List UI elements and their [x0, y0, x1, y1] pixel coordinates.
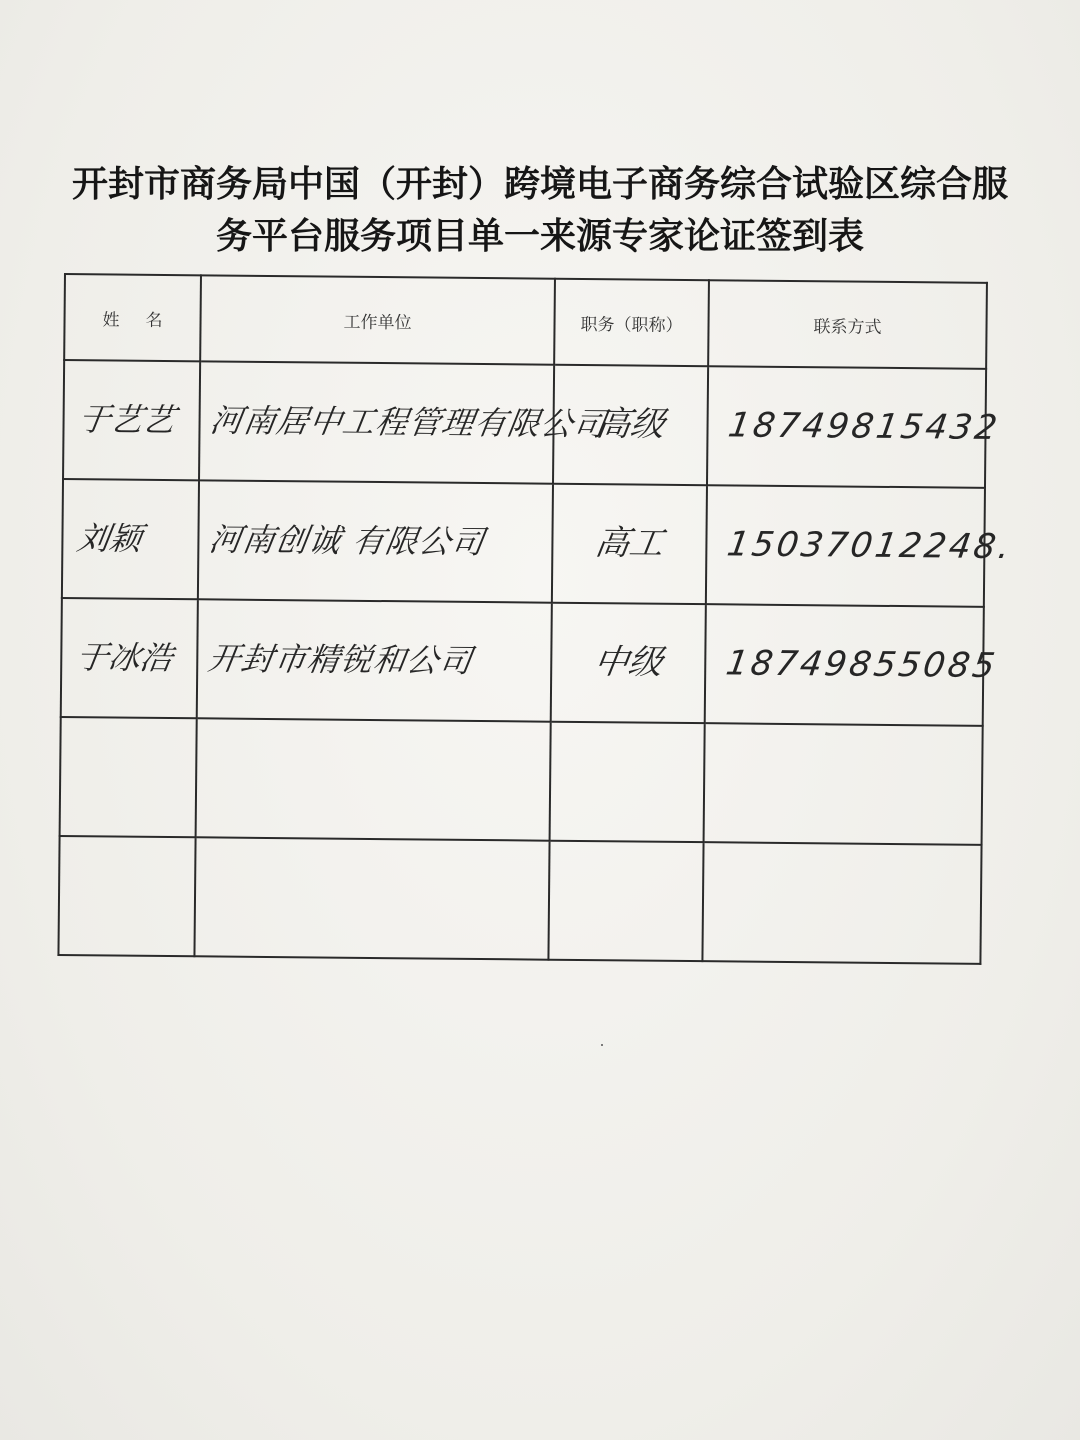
cell-position [551, 603, 706, 723]
table-header-row [64, 274, 987, 369]
document-title-line-1: 开封市商务局中国（开封）跨境电子商务综合试验区综合服 [71, 163, 1008, 205]
table-row [63, 360, 986, 488]
handwritten-position [551, 781, 703, 782]
handwritten-workplace: 开封市精锐和公司 [205, 639, 476, 680]
handwritten-workplace: 河南创诚 有限公司 [206, 520, 488, 562]
cell-name [62, 479, 199, 599]
cell-workplace [199, 361, 610, 483]
handwritten-name [61, 776, 195, 777]
header-name: 姓名 [64, 274, 201, 361]
handwritten-position: 高级 [593, 404, 668, 445]
cell-workplace [197, 599, 552, 721]
sign-in-table [57, 273, 1016, 965]
cell-position [553, 365, 708, 485]
cell-name [63, 360, 200, 480]
cell-name [58, 836, 195, 956]
cell-workplace [198, 480, 553, 602]
header-workplace: 工作单位 [200, 275, 555, 364]
cell-contact [702, 842, 981, 964]
cell-contact [704, 723, 983, 845]
handwritten-name [60, 895, 194, 896]
cell-contact [707, 366, 1003, 488]
cell-position [552, 484, 707, 604]
cell-position [548, 841, 703, 961]
cell-contact [706, 485, 1016, 607]
header-contact: 联系方式 [708, 280, 987, 369]
cell-contact [705, 604, 1001, 726]
handwritten-name: 刘颖 [74, 519, 145, 558]
sign-in-sheet [57, 273, 1016, 962]
handwritten-name: 于艺艺 [75, 400, 178, 440]
paper-speck [601, 1044, 603, 1046]
handwritten-contact: 18749855085 [723, 643, 1001, 686]
document-title-line-2: 务平台服务项目单一来源专家论证签到表 [215, 215, 864, 257]
handwritten-position: 高工 [592, 523, 667, 564]
cell-workplace [194, 837, 549, 959]
handwritten-workplace [197, 778, 549, 781]
handwritten-contact: 18749815432 [725, 405, 1003, 448]
cell-position [550, 722, 705, 842]
handwritten-position: 中级 [591, 642, 666, 683]
cell-workplace [196, 718, 551, 840]
handwritten-workplace: 河南居中工程管理有限公司 [207, 401, 610, 444]
handwritten-workplace [196, 897, 548, 900]
table-row [60, 717, 983, 845]
cell-name [61, 598, 198, 718]
handwritten-position [550, 900, 702, 901]
table-row [61, 598, 984, 726]
handwritten-contact [705, 783, 981, 786]
table-row [62, 479, 985, 607]
handwritten-name: 于冰浩 [73, 638, 176, 678]
handwritten-contact [704, 902, 980, 905]
table-row [58, 836, 981, 964]
header-position: 职务（职称） [554, 279, 709, 366]
handwritten-contact: 15037012248. [724, 524, 1016, 568]
cell-name [60, 717, 197, 837]
